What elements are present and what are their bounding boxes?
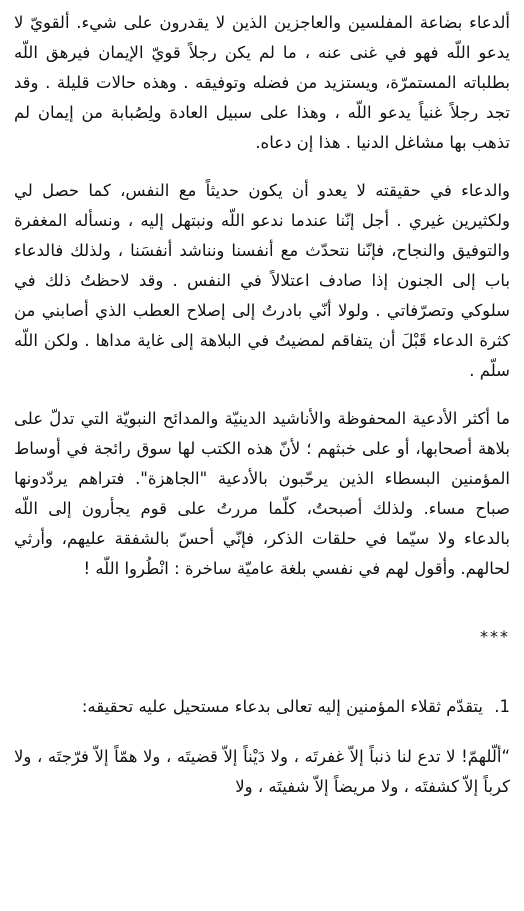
prayer-quote: “ألّلهمّ! لا تدع لنا ذنباً إلاّ غفرتَه ، ولا دَيْناً إلاّ قضيتَه ، ولا همّاً إلاّ فرّجتَه ، ولا كرباً إلاّ كشفتَه ، ولا مريضاً إلاّ شفيتَه ، ولا bbox=[14, 747, 510, 796]
paragraph-2: والدعاء في حقيقته لا يعدو أن يكون حديثاً مع النفس، كما حصل لي ولكثيرين غيري . أجل إنّنا عندما ندعو اللّه ونبتهل إليه ، ونسأله المغفرة والتوفيق والنجاح، فإنّنا نتحدّث مع أنفسنا ونناشد أنفسَنا ، ولذلك فالدعاء باب إلى الجنون إذا صادف اعتلالاً في النفس . وقد لاحظتُ ذلك في سلوكي وتصرّفاتي . ولولا أنّي بادرتُ إلى إصلاح العطب الذي أصابني من كثرة الدعاء قَبْلَ أن يتفاقم لمضيتُ في البلاهة إلى غاية مداها . ولكن اللّه سلّم . bbox=[14, 181, 510, 380]
document-page bbox=[14, 8, 510, 802]
paragraph-1: ألدعاء بضاعة المفلسين والعاجزين الذين لا يقدرون على شيء. ألقويّ لا يدعو اللّه فهو في غنى عنه ، ما لم يكن رجلاً قويّ الإيمان فيرهق اللّه بطلباته المستمرّة، ويستزيد من فضله وتوفيقه . وهذه حالات قليلة . وقد تجد رجلاً غنياً يدعو اللّه ، وهذا على سبيل العادة ولِصُبابة من إيمان لم تذهب بها مشاغل الدنيا . هذا إن دعاه. bbox=[14, 13, 510, 152]
list-item-number: 1. bbox=[494, 697, 510, 716]
paragraph-3: ما أكثر الأدعية المحفوظة والأناشيد الدينيّة والمدائح النبويّة التي تدلّ على بلاهة أصحابها، أو على خبثهم ؛ لأنّ هذه الكتب لها سوق رائجة في أوساط المؤمنين البسطاء الذين يرحّبون بالأدعية "الجاهزة". فتراهم يردّدونها صباح مساء. ولذلك أصبحتُ، كلّما مررتُ على قوم يجأرون إلى اللّه بالدعاء ولا سيّما في حلقات الذكر، فإنّي أحسّ بالشفقة عليهم، وأرثي لحالهم. وأقول لهم في نفسي بلغة عاميّة ساخرة : انْطُروا اللّه ! bbox=[14, 409, 510, 578]
list-item bbox=[14, 692, 510, 722]
section-divider: *** bbox=[480, 627, 510, 646]
list-item-text: يتقدّم ثقلاء المؤمنين إليه تعالى بدعاء مستحيل عليه تحقيقه: bbox=[81, 697, 483, 716]
